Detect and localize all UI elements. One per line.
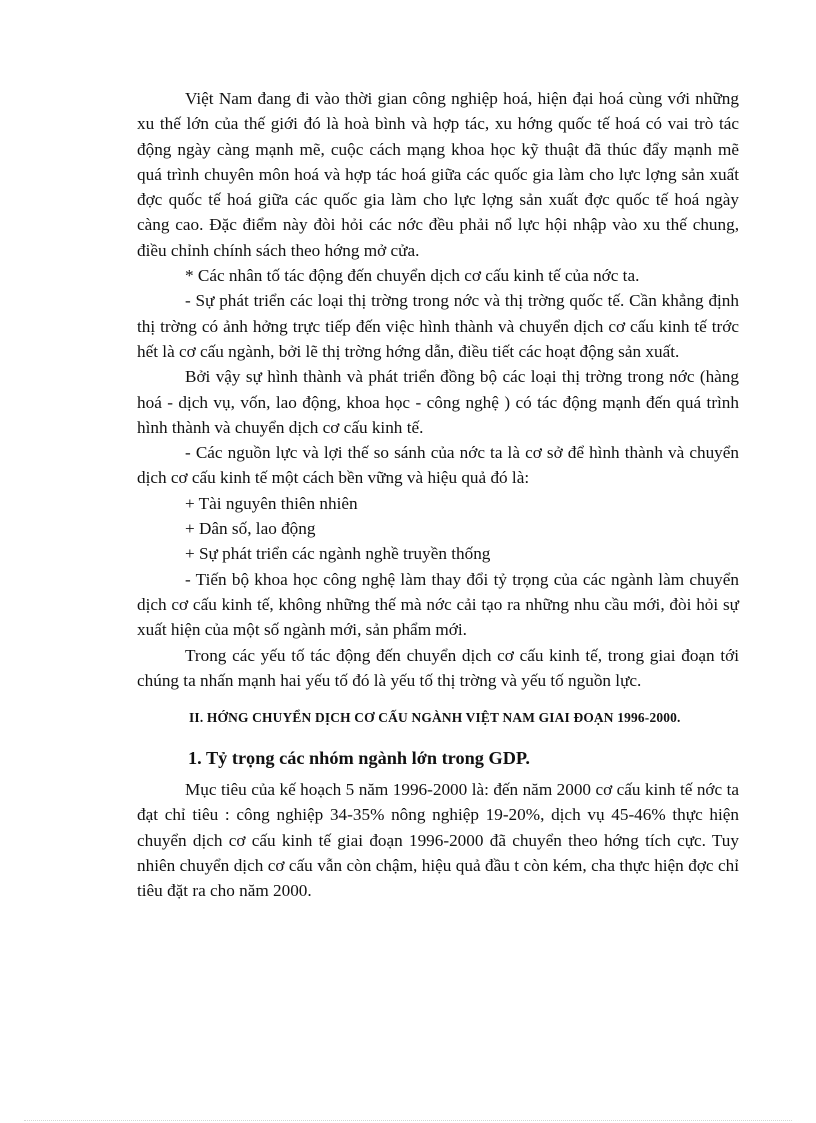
- list-item: + Tài nguyên thiên nhiên: [185, 493, 358, 513]
- body-paragraph: Bởi vậy sự hình thành và phát triển đồng bộ các loại thị trờng trong nớc (hàng hoá - dịch vụ, vốn, lao động, khoa học - công nghệ ) có tác động mạnh đến quá trình hình thành và chuyển dịch cơ cấu kinh tế.: [137, 367, 739, 437]
- body-paragraph: - Các nguồn lực và lợi thế so sánh của nớc ta là cơ sở để hình thành và chuyển dịch cơ cấu kinh tế một cách bền vững và hiệu quả đó là:: [137, 443, 739, 488]
- document-page: [137, 86, 739, 904]
- body-paragraph: Việt Nam đang đi vào thời gian công nghiệp hoá, hiện đại hoá cùng với những xu thế lớn của thế giới đó là hoà bình và hợp tác, xu hớng quốc tế hoá có vai trò tác động ngày càng mạnh mẽ, cuộc cách mạng khoa học kỹ thuật đã thúc đẩy mạnh mẽ quá trình chuyên môn hoá và hợp tác hoá giữa các quốc gia làm cho lực lợng sản xuất đợc quốc tế hoá giữa các quốc gia làm cho lực lợng sản xuất đợc quốc tế hoá ngày càng cao. Đặc điểm này đòi hỏi các nớc đều phải nổ lực hội nhập vào xu thế chung, điều chỉnh chính sách theo hớng mở cửa.: [137, 89, 739, 260]
- subsection-heading: 1. Tỷ trọng các nhóm ngành lớn trong GDP.: [188, 748, 530, 769]
- body-paragraph: Mục tiêu của kế hoạch 5 năm 1996-2000 là: đến năm 2000 cơ cấu kinh tế nớc ta đạt chỉ tiêu : công nghiệp 34-35% nông nghiệp 19-20%, dịch vụ 45-46% thực hiện chuyển dịch cơ cấu kinh tế giai đoạn 1996-2000 đã chuyển theo hớng tích cực. Tuy nhiên chuyển dịch cơ cấu vẫn còn chậm, hiệu quả đầu t còn kém, cha thực hiện đợc chỉ tiêu đặt ra cho năm 2000.: [137, 780, 739, 901]
- body-paragraph: Trong các yếu tố tác động đến chuyển dịch cơ cấu kinh tế, trong giai đoạn tới chúng ta nhấn mạnh hai yếu tố đó là yếu tố thị trờng và yếu tố nguồn lực.: [137, 645, 739, 690]
- section-heading: II. HỚNG CHUYỂN DỊCH CƠ CẤU NGÀNH VIỆT NAM GIAI ĐOẠN 1996-2000.: [189, 710, 681, 726]
- page-bottom-rule: [24, 1120, 792, 1121]
- body-paragraph: - Sự phát triển các loại thị trờng trong nớc và thị trờng quốc tế. Cần khẳng định thị trờng có ảnh hởng trực tiếp đến việc hình thành và chuyển dịch cơ cấu kinh tế trớc hết là cơ cấu ngành, bởi lẽ thị trờng hớng dẫn, điều tiết các hoạt động sản xuất.: [137, 291, 739, 361]
- list-item: + Dân số, lao động: [185, 519, 316, 539]
- body-paragraph: - Tiến bộ khoa học công nghệ làm thay đổi tỷ trọng của các ngành làm chuyển dịch cơ cấu kinh tế, không những thế mà nớc cải tạo ra những nhu cầu mới, đòi hỏi sự xuất hiện của một số ngành mới, sản phẩm mới.: [137, 569, 739, 640]
- body-paragraph: * Các nhân tố tác động đến chuyển dịch cơ cấu kinh tế của nớc ta.: [185, 266, 640, 286]
- list-item: + Sự phát triển các ngành nghề truyền thống: [185, 544, 491, 564]
